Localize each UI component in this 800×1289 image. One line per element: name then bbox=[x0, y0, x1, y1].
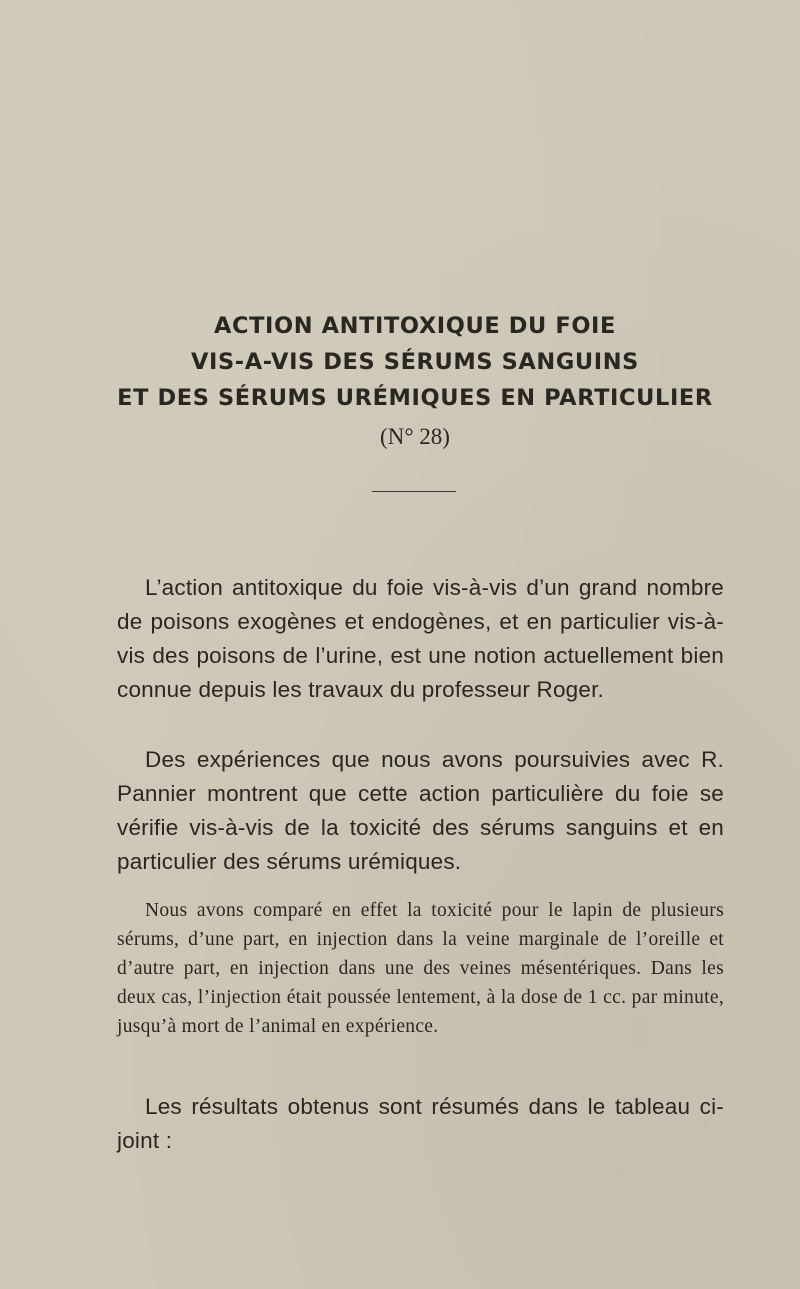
title-block bbox=[100, 308, 730, 454]
paragraph-4: Les résultats obtenus sont résumés dans le tableau ci-joint : bbox=[117, 1094, 724, 1153]
title-line-3: ET DES SÉRUMS URÉMIQUES EN PARTICULIER bbox=[117, 385, 713, 411]
paragraph-2: Des expériences que nous avons poursuivies avec R. Pannier montrent que cette action particulière du foie se vérifie vis-à-vis de la toxicité des sérums sanguins et en particulier des sérums urémiques. bbox=[117, 747, 724, 874]
section-divider bbox=[372, 491, 456, 492]
title-line-1: ACTION ANTITOXIQUE DU FOIE bbox=[213, 313, 616, 339]
paragraph-1: L’action antitoxique du foie vis-à-vis d’un grand nombre de poisons exogènes et endogènes, et en particulier vis-à-vis des poisons de l’urine, est une notion actuellement bien connue depuis les travaux du professeur Roger. bbox=[117, 575, 724, 702]
title-line-2: VIS-A-VIS DES SÉRUMS SANGUINS bbox=[191, 349, 639, 375]
document-number: (N° 28) bbox=[380, 424, 450, 449]
paragraph-3: Nous avons comparé en effet la toxicité pour le lapin de plusieurs sérums, d’une part, en injection dans la veine marginale de l’oreille et d’autre part, en injection dans une des veines mésentériques. Dans les deux cas, l’injection était poussée lentement, à la dose de 1 cc. par minute, jusqu’à mort de l’animal en expérience. bbox=[117, 900, 724, 1037]
